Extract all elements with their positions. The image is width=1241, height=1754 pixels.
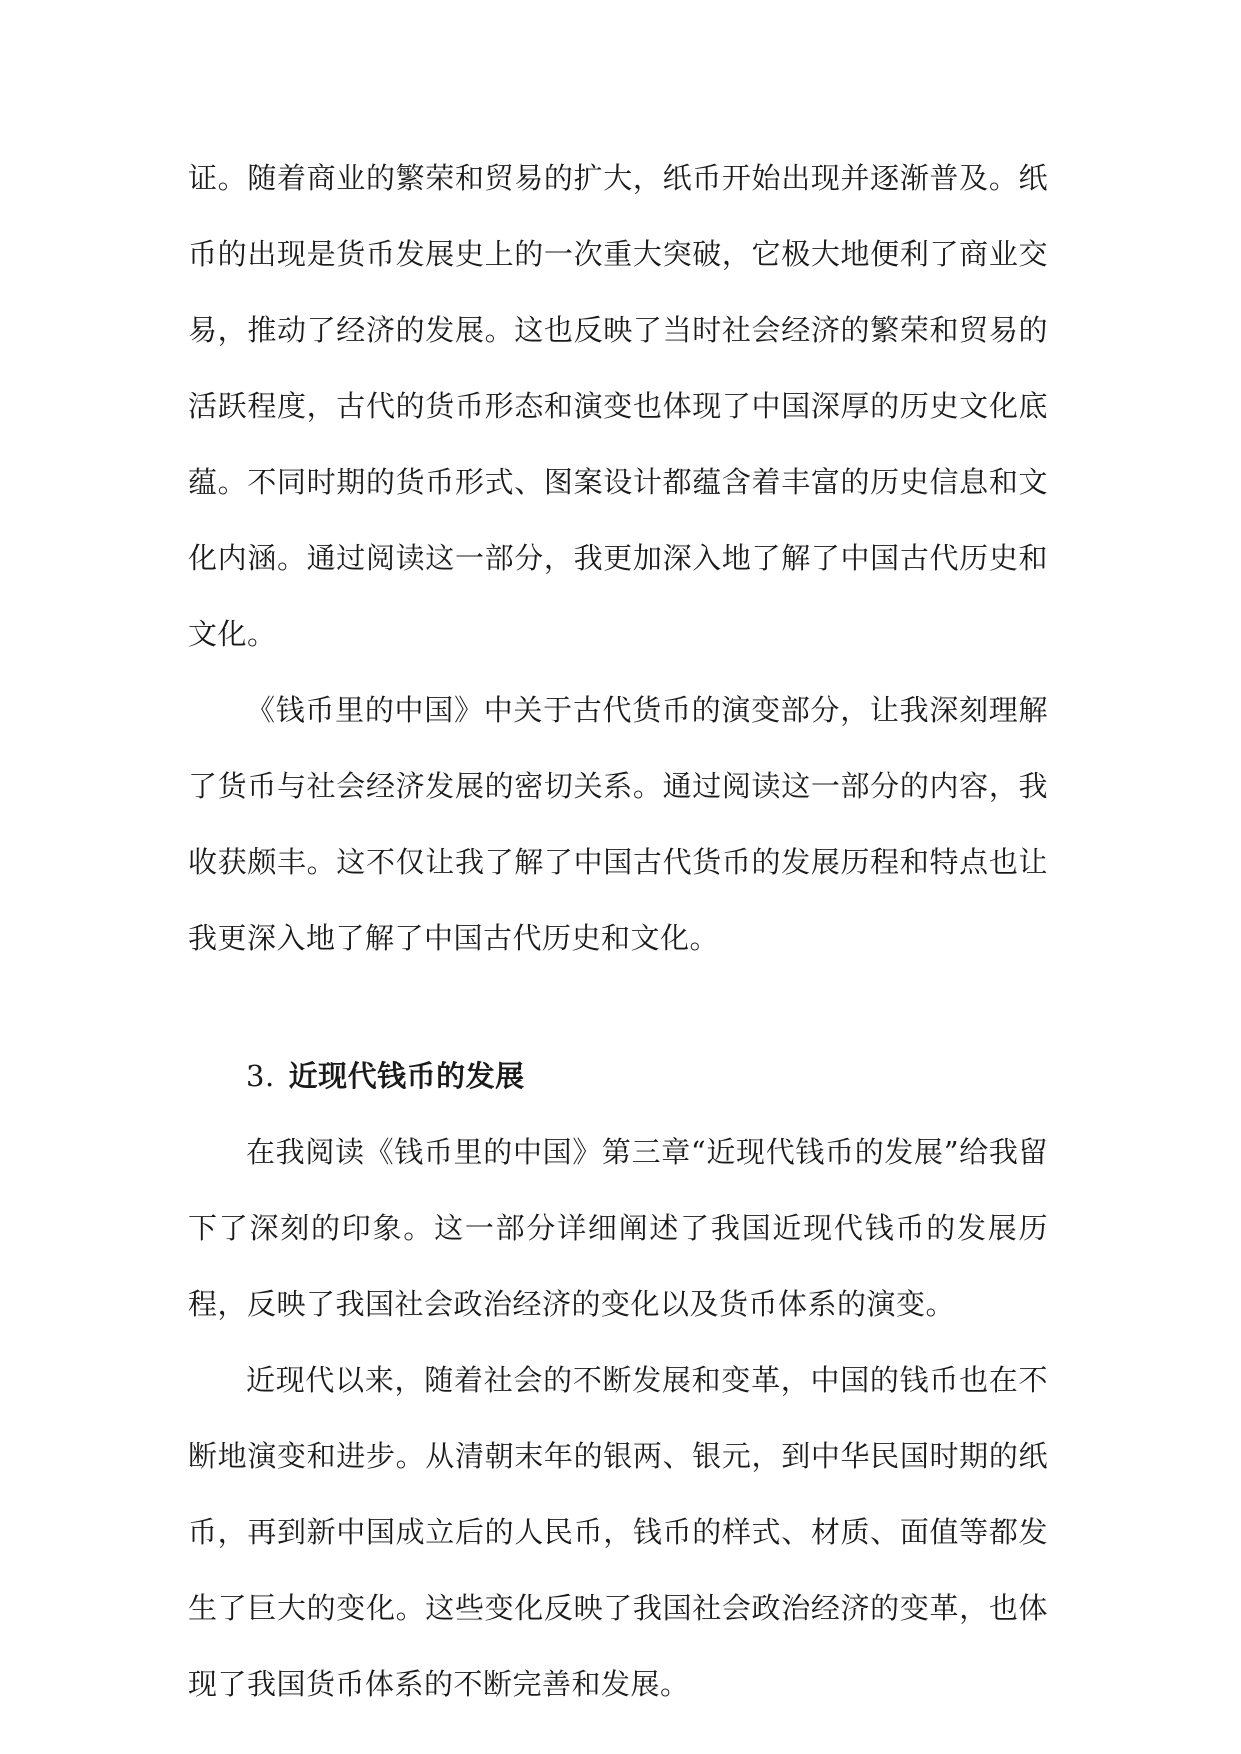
section-heading — [188, 1038, 1048, 1114]
paragraph-continued: 证。随着商业的繁荣和贸易的扩大，纸币开始出现并逐渐普及。纸币的出现是货币发展史上的一次重大突破，它极大地便利了商业交易，推动了经济的发展。这也反映了当时社会经济的繁荣和贸易的活跃程度，古代的货币形态和演变也体现了中国深厚的历史文化底蕴。不同时期的货币形式、图案设计都蕴含着丰富的历史信息和文化内涵。通过阅读这一部分，我更加深入地了解了中国古代历史和文化。 — [188, 161, 1048, 651]
page-content — [188, 140, 1048, 1722]
paragraph-chapter-three-intro: 在我阅读《钱币里的中国》第三章“近现代钱币的发展”给我留下了深刻的印象。这一部分详细阐述了我国近现代钱币的发展历程，反映了我国社会政治经济的变化以及货币体系的演变。 — [188, 1135, 1048, 1321]
section-number: 3. — [246, 1059, 275, 1093]
paragraph-modern-currency-evolution: 近现代以来，随着社会的不断发展和变革，中国的钱币也在不断地演变和进步。从清朝末年的银两、银元，到中华民国时期的纸币，再到新中国成立后的人民币，钱币的样式、材质、面值等都发生了巨大的变化。这些变化反映了我国社会政治经济的变革，也体现了我国货币体系的不断完善和发展。 — [188, 1363, 1048, 1701]
paragraph-ancient-currency-summary: 《钱币里的中国》中关于古代货币的演变部分，让我深刻理解了货币与社会经济发展的密切关系。通过阅读这一部分的内容，我收获颇丰。这不仅让我了解了中国古代货币的发展历程和特点也让我更深入地了解了中国古代历史和文化。 — [188, 693, 1048, 955]
section-title: 近现代钱币的发展 — [288, 1059, 525, 1093]
